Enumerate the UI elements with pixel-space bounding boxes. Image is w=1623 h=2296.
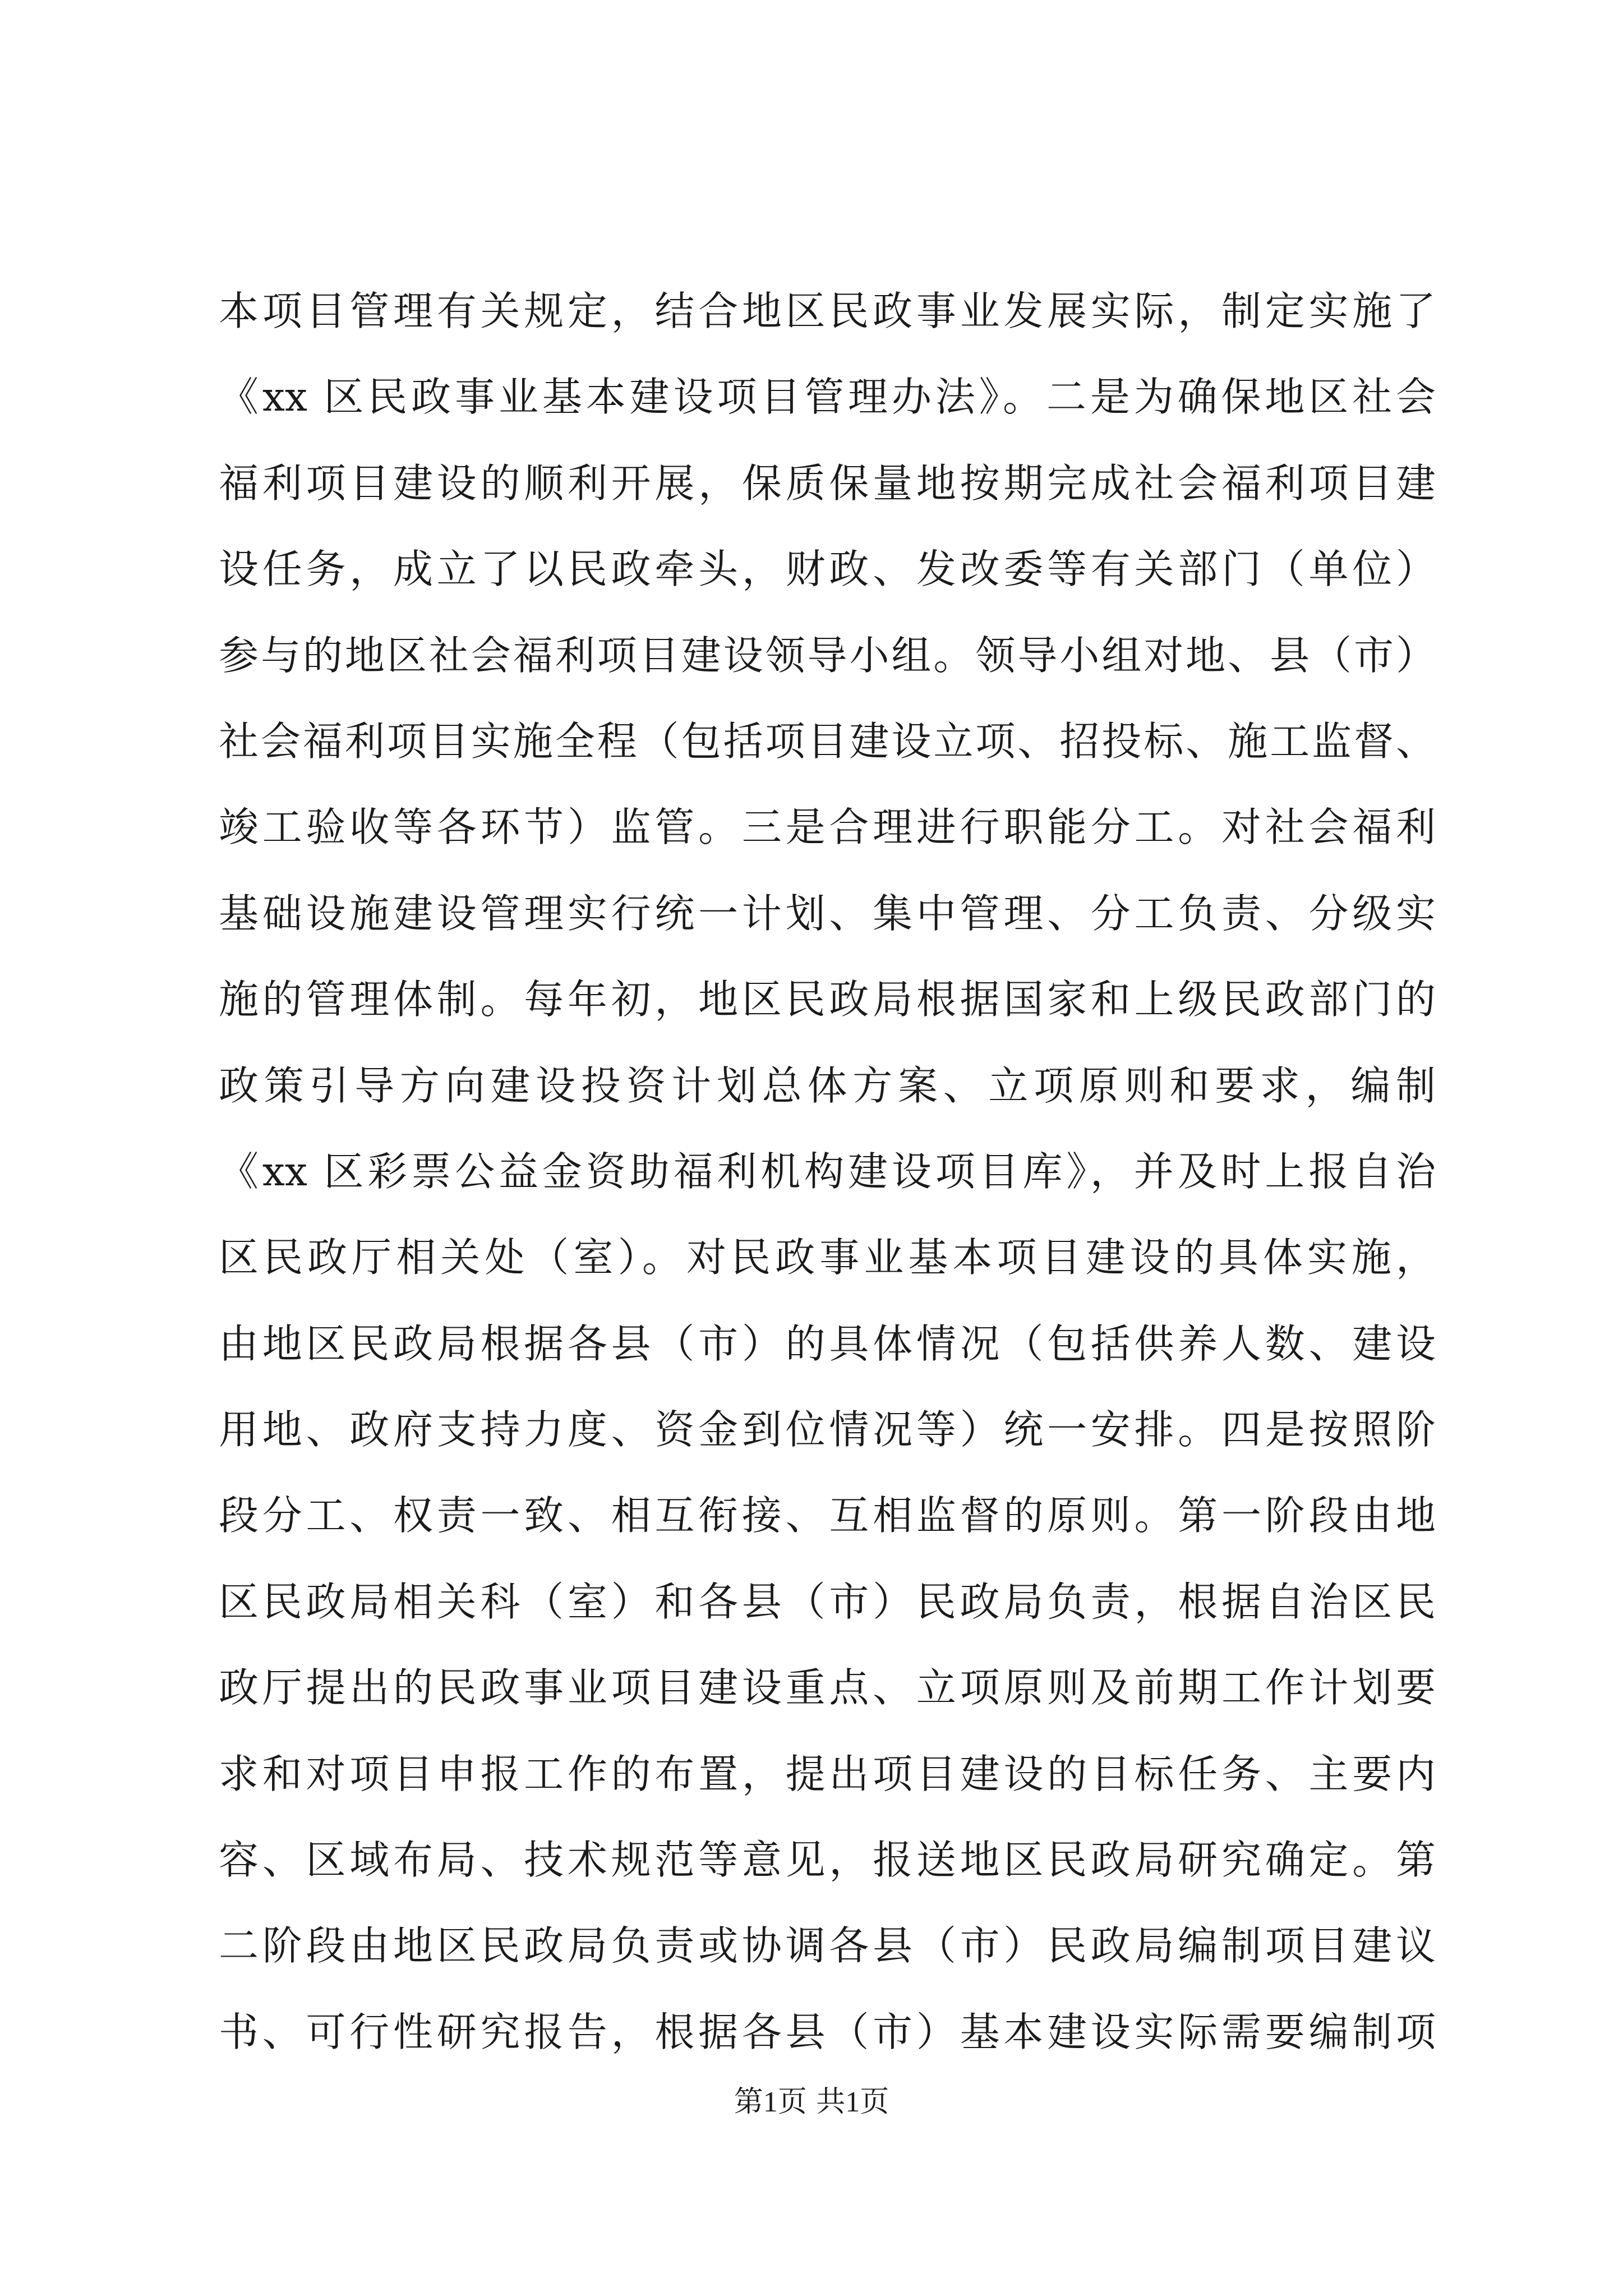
body-text (219, 268, 1436, 2075)
text-line: 《xx 区民政事业基本建设项目管理办法》。二是为确保地区社会 (219, 374, 1436, 421)
text-line: 参与的地区社会福利项目建设领导小组。领导小组对地、县（市） (219, 632, 1436, 679)
text-line: 二阶段由地区民政局负责或协调各县（市）民政局编制项目建议 (219, 1922, 1436, 1970)
footer-page-number: 1 (763, 2086, 778, 2118)
text-line: 政厅提出的民政事业项目建设重点、立项原则及前期工作计划要 (219, 1664, 1436, 1711)
text-line: 《xx 区彩票公益金资助福利机构建设项目库》，并及时上报自治 (219, 1148, 1436, 1195)
text-line: 政策引导方向建设投资计划总体方案、立项原则和要求，编制 (219, 1062, 1436, 1109)
text-line: 容、区域布局、技术规范等意见，报送地区民政局研究确定。第 (219, 1837, 1436, 1884)
footer-prefix: 第 (734, 2085, 763, 2119)
page-footer (0, 2082, 1623, 2122)
text-line: 由地区民政局根据各县（市）的具体情况（包括供养人数、建设 (219, 1320, 1436, 1367)
text-line: 段分工、权责一致、相互衔接、互相监督的原则。第一阶段由地 (219, 1492, 1436, 1539)
text-line: 区民政厅相关处（室）。对民政事业基本项目建设的具体实施， (219, 1234, 1436, 1281)
text-line: 本项目管理有关规定，结合地区民政事业发展实际，制定实施了 (219, 288, 1436, 334)
footer-suffix: 页 (860, 2085, 889, 2119)
text-line: 区民政局相关科（室）和各县（市）民政局负责，根据自治区民 (219, 1578, 1436, 1625)
text-line: 基础设施建设管理实行统一计划、集中管理、分工负责、分级实 (219, 890, 1436, 937)
footer-mid: 页 共 (777, 2085, 846, 2119)
text-line: 竣工验收等各环节）监管。三是合理进行职能分工。对社会福利 (219, 804, 1436, 851)
text-line: 用地、政府支持力度、资金到位情况等）统一安排。四是按照阶 (219, 1406, 1436, 1453)
text-line: 设任务，成立了以民政牵头，财政、发改委等有关部门（单位） (219, 546, 1436, 593)
text-line: 求和对项目申报工作的布置，提出项目建设的目标任务、主要内 (219, 1750, 1436, 1797)
footer-total-pages: 1 (845, 2086, 860, 2118)
text-line: 福利项目建设的顺利开展，保质保量地按期完成社会福利项目建 (219, 459, 1436, 507)
text-line: 社会福利项目实施全程（包括项目建设立项、招投标、施工监督、 (219, 717, 1436, 765)
text-line: 书、可行性研究报告，根据各县（市）基本建设实际需要编制项 (219, 2008, 1436, 2055)
text-line: 施的管理体制。每年初，地区民政局根据国家和上级民政部门的 (219, 976, 1436, 1023)
